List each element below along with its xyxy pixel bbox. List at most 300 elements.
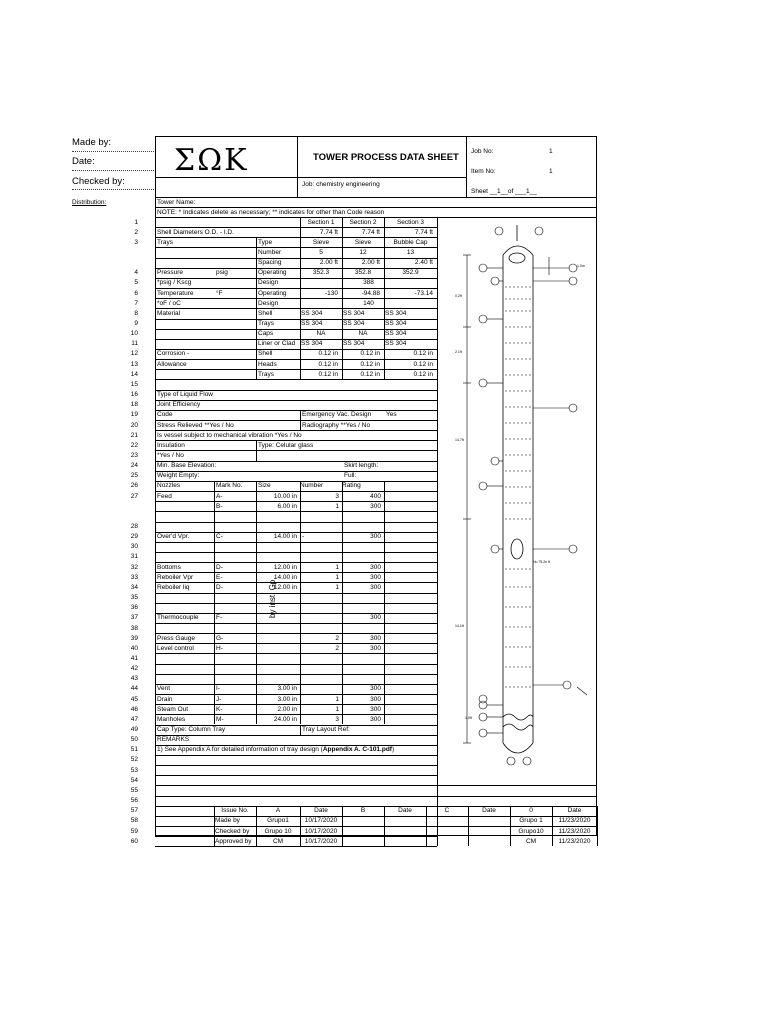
nozzle-name: Vent	[157, 685, 171, 693]
tower-drawing	[437, 217, 597, 769]
instrument-note: by inst. Gp.	[268, 577, 277, 618]
nozzle-mark: G-	[216, 634, 224, 642]
nozzle-mark: D-	[216, 583, 223, 591]
row-divider	[437, 796, 597, 797]
remark-1	[157, 745, 394, 754]
shell-diam-value: 7.74 ft	[414, 228, 433, 236]
dim-label-3: 14.7ft	[455, 438, 464, 442]
pressure-op-value: 352.3	[312, 269, 330, 277]
row-divider	[155, 552, 437, 553]
checked-by-label: Checked by:	[72, 176, 125, 187]
nozzle-size: 12.00 in	[273, 563, 297, 571]
shell-diam-value: 7.74 ft	[319, 228, 338, 236]
trays-label: Trays	[157, 238, 174, 246]
full-label: Full:	[344, 472, 357, 480]
material-value: SS 304	[385, 340, 407, 348]
issue-cell: B	[360, 807, 366, 815]
pressure-label: Pressure	[157, 269, 184, 277]
row-number: 5	[134, 279, 138, 287]
job-name: Job: chemistry engineering	[302, 181, 380, 188]
job-no-value: 1	[549, 148, 553, 155]
row-number: 33	[130, 573, 138, 581]
issue-cell: CM	[272, 837, 284, 845]
section-3-header: Section 3	[396, 218, 425, 226]
row-number: 24	[130, 462, 138, 470]
insulation-type: Type: Celular glass	[258, 441, 314, 449]
job-no-label: Job No:	[471, 148, 494, 155]
nozzle-mark: M-	[216, 715, 224, 723]
pressure-unit-note: *psig / Kscg	[157, 279, 192, 287]
remark-1-text: 1) See Appendix A for detailed information of tray design (	[157, 746, 323, 754]
row-divider	[155, 633, 437, 634]
issue-cell: 11/23/2020	[558, 837, 591, 845]
tray-type-value: Sieve	[354, 238, 372, 246]
tray-type-label: Type	[258, 238, 273, 246]
liquid-flow-label: Type of Liquid Flow	[157, 391, 214, 399]
material-value: SS 304	[301, 309, 323, 317]
remark-1-link: Appendix A. C-101.pdf	[322, 746, 392, 754]
corrosion-value: 0.12 in	[360, 360, 380, 368]
nozzle-name: Level control	[157, 644, 194, 652]
nozzle-rating: 300	[370, 583, 381, 591]
allowance-label: Allowance	[157, 360, 187, 368]
cap-type-label: Cap Type: Column Tray	[157, 726, 226, 733]
row-number: 52	[130, 756, 138, 764]
row-number: 53	[130, 766, 138, 774]
corrosion-value: 0.12 in	[413, 350, 433, 358]
tray-type-value: Bubble Cap	[393, 238, 428, 246]
tray-type-value: Sieve	[312, 238, 330, 246]
nozzle-name: Reboiler liq	[157, 583, 190, 591]
issue-cell: 10/17/2020	[304, 837, 338, 845]
row-divider	[155, 450, 437, 451]
row-number: 26	[130, 482, 138, 490]
row-number: 51	[130, 746, 138, 754]
nozzle-mark: B-	[216, 502, 223, 510]
min-base-label: Min. Base Elevation:	[157, 462, 217, 470]
corrosion-part-label: Heads	[258, 360, 277, 368]
issue-cell: Grupo10	[518, 827, 544, 835]
nozzle-rating: 300	[370, 695, 381, 703]
row-divider	[155, 765, 437, 766]
nozzle-name: Manholes	[157, 715, 186, 723]
row-number: 50	[130, 736, 138, 744]
issue-cell: Grupo 10	[264, 827, 292, 835]
issue-cell: Grupo1	[267, 817, 289, 825]
pressure-design-label: Design	[258, 279, 279, 287]
row-number: 60	[130, 837, 138, 845]
nozzle-mark: K-	[216, 705, 223, 713]
row-number: 8	[134, 309, 138, 317]
row-number: 45	[130, 695, 138, 703]
remarks-label: REMARKS	[157, 736, 190, 744]
row-number: 23	[130, 451, 138, 459]
column-divider	[256, 237, 257, 379]
issue-cell: 10/17/2020	[304, 827, 338, 835]
insulation-yes-label: *Yes / No	[157, 451, 184, 459]
made-by-line	[72, 151, 156, 152]
section-1-header: Section 1	[307, 218, 335, 226]
nozzle-mark: D-	[216, 563, 223, 571]
tray-spacing-value: 2.00 ft	[319, 259, 338, 267]
row-divider	[155, 481, 437, 482]
row-divider	[155, 796, 437, 797]
nozzle-name: Thermocouple	[157, 614, 199, 622]
row-divider	[155, 511, 437, 512]
shell-diam-value: 7.74 ft	[361, 228, 380, 236]
nozzle-size: 12.00 in	[273, 583, 297, 591]
sheet-info: Sheet __1__of ___1__	[471, 188, 537, 195]
page-title: TOWER PROCESS DATA SHEET	[313, 152, 459, 163]
row-number: 7	[134, 299, 138, 307]
issue-cell: Made by	[215, 817, 240, 825]
row-number: 55	[130, 786, 138, 794]
issue-cell: Date	[482, 807, 496, 815]
dim-label-6: 1.0ft	[465, 716, 472, 720]
material-value: SS 304	[385, 309, 407, 317]
pressure-op-value: 352.8	[354, 269, 372, 277]
row-number: 54	[130, 776, 138, 784]
row-number: 40	[130, 644, 138, 652]
column-divider	[256, 440, 257, 460]
row-divider	[155, 379, 437, 380]
nozzle-mark: A-	[216, 492, 223, 500]
row-number: 30	[130, 543, 138, 551]
company-logo: ΣΩΚ	[174, 143, 249, 178]
item-no-label: Item No:	[471, 168, 496, 175]
dim-label-5: 1.0m	[577, 264, 585, 268]
row-divider	[155, 775, 437, 776]
nozzle-size: 24.00 in	[273, 715, 297, 723]
row-divider	[155, 542, 437, 543]
row-number: 22	[130, 441, 138, 449]
column-divider	[300, 725, 301, 735]
row-number: 14	[130, 370, 138, 378]
nozzle-rating: 300	[370, 502, 381, 510]
row-divider	[155, 623, 437, 624]
row-number: 4	[134, 269, 138, 277]
nozzle-name: Bottoms	[157, 563, 181, 571]
issue-cell: Date	[314, 807, 328, 815]
row-number: 11	[131, 340, 138, 348]
issue-cell: CM	[525, 837, 537, 845]
nozzle-number: 1	[335, 583, 339, 591]
material-label: Material	[157, 309, 181, 317]
nozzle-name: Feed	[157, 492, 172, 500]
issue-cell: Date	[567, 807, 582, 815]
nozzle-mark: F-	[216, 614, 223, 622]
nozzle-name: Drain	[157, 695, 173, 703]
issue-cell: Checked by	[215, 827, 250, 835]
blank-box	[155, 177, 298, 198]
nozzle-header: Mark No.	[216, 482, 243, 490]
row-number: 46	[130, 705, 138, 713]
corrosion-value: 0.12 in	[413, 360, 433, 368]
job-info-box	[466, 136, 597, 198]
nozzle-size: 10.00 in	[273, 492, 297, 500]
row-number: 18	[130, 401, 138, 409]
corrosion-value: 0.12 in	[318, 370, 338, 378]
row-number: 32	[130, 563, 138, 571]
nozzle-number: 1	[335, 705, 339, 713]
material-part-label: Caps	[258, 330, 274, 338]
title-box	[297, 136, 467, 178]
temperature-unit: °F	[216, 289, 223, 297]
row-number: 57	[130, 807, 138, 815]
material-value: SS 304	[343, 340, 365, 348]
material-value: SS 304	[385, 320, 407, 327]
nozzle-size: 2.00 in	[277, 705, 297, 713]
tray-layout-label: Tray Layout Ref:	[302, 726, 350, 733]
pressure-op-label: Operating	[258, 269, 287, 277]
nozzle-mark: C-	[216, 533, 223, 541]
nozzle-number: -	[302, 533, 305, 541]
temp-design-value: 140	[363, 299, 374, 307]
nozzle-rating: 300	[370, 533, 381, 541]
nozzle-header: Number	[300, 482, 324, 490]
row-number: 13	[130, 360, 138, 368]
nozzle-number: 1	[335, 573, 339, 581]
column-divider	[597, 806, 598, 847]
row-number: 3	[134, 238, 138, 246]
row-number: 27	[130, 492, 138, 500]
nozzle-name: Over'd Vpr.	[157, 533, 190, 541]
row-number: 43	[130, 675, 138, 683]
nozzle-header: Size	[258, 482, 271, 490]
column-divider	[384, 481, 385, 725]
row-divider	[155, 603, 437, 604]
nozzle-rating: 300	[370, 705, 381, 713]
skirt-label: Skirt length:	[344, 462, 379, 470]
row-number: 58	[130, 817, 138, 825]
row-number: 25	[130, 472, 138, 480]
corrosion-part-label: Trays	[258, 370, 275, 378]
corrosion-label: Corrosion -	[157, 350, 190, 358]
made-by-label: Made by:	[72, 137, 112, 148]
row-number: 35	[130, 594, 138, 602]
job-box	[297, 177, 467, 198]
column-divider	[300, 410, 301, 430]
distribution-label: Distribution:	[72, 199, 107, 206]
pressure-op-value: 352.9	[402, 269, 419, 277]
nozzle-rating: 400	[370, 492, 381, 500]
row-number: 59	[130, 827, 138, 835]
note-text: NOTE: * Indicates delete as necessary; ** indicates for other than Code reason	[157, 208, 385, 216]
nozzle-rating: 300	[370, 634, 381, 642]
tray-spacing-label: Spacing	[258, 259, 282, 267]
nozzle-number: 2	[335, 634, 339, 642]
logo-box	[155, 136, 298, 178]
issue-cell: C	[444, 807, 450, 815]
column-divider	[300, 481, 301, 725]
corrosion-value: 0.12 in	[413, 370, 433, 378]
row-divider	[155, 735, 437, 736]
material-part-label: Trays	[258, 320, 275, 327]
row-divider	[155, 846, 437, 847]
row-divider	[437, 785, 597, 786]
nozzle-size: 3.00 in	[277, 685, 297, 693]
nozzle-name: Press Gauge	[157, 634, 195, 642]
row-number: 56	[130, 797, 138, 805]
dim-label-1: 0.2ft	[455, 294, 462, 298]
material-part-label: Shell	[258, 309, 273, 317]
row-number: 21	[130, 431, 138, 439]
nozzle-mark: E-	[216, 573, 223, 581]
row-number: 12	[130, 350, 138, 358]
nozzle-rating: 300	[370, 563, 381, 571]
row-divider	[155, 653, 437, 654]
dim-label-2: 2.1ft	[455, 350, 462, 354]
row-number: 44	[130, 685, 138, 693]
material-value: SS 304	[301, 320, 323, 327]
issue-cell: 11/23/2020	[558, 817, 591, 825]
row-divider	[155, 664, 437, 665]
section-2-header: Section 2	[349, 218, 377, 226]
nozzle-rating: 300	[370, 573, 381, 581]
material-value: SS 304	[343, 309, 365, 317]
pressure-design-value: 388	[363, 279, 374, 287]
row-number: 2	[134, 228, 138, 236]
nozzle-number: 1	[335, 563, 339, 571]
nozzle-name: Steam Out	[157, 705, 189, 713]
nozzle-rating: 300	[370, 644, 381, 652]
issue-cell: 11/23/2020	[558, 827, 591, 835]
row-number: 19	[130, 411, 138, 419]
remark-1-end: )	[391, 746, 395, 754]
row-number: 31	[130, 553, 138, 561]
vibration-label: Is vessel subject to mechanical vibration *Yes / No	[157, 431, 302, 439]
nozzle-number: 3	[335, 715, 339, 723]
material-value: NA	[358, 330, 368, 338]
issue-cell: Issue No.	[221, 807, 249, 815]
dim-label-4: 14.1ft	[455, 624, 464, 628]
row-divider	[155, 674, 437, 675]
date-line	[72, 170, 156, 171]
row-number: 1	[134, 218, 138, 226]
row-number: 6	[134, 289, 138, 297]
row-divider	[155, 522, 437, 523]
material-value: SS 304	[301, 340, 323, 348]
issue-cell: 10/17/2020	[304, 817, 338, 825]
row-number: 34	[130, 583, 138, 591]
row-number: 47	[130, 715, 138, 723]
row-number: 37	[130, 614, 138, 622]
issue-cell: Date	[398, 807, 412, 815]
nozzle-number: 1	[335, 695, 339, 703]
dim-label-7: Hu 75.2n ft	[533, 560, 551, 564]
nozzle-size: 3.00 in	[277, 695, 297, 703]
tray-number-label: Number	[258, 248, 282, 256]
row-number: 39	[130, 634, 138, 642]
row-divider	[155, 593, 437, 594]
material-part-label: Liner or Clad	[258, 340, 296, 348]
issue-cell: Grupo 1	[519, 817, 543, 825]
row-divider	[155, 755, 437, 756]
nozzle-rating: 300	[370, 715, 381, 723]
row-number: 20	[130, 421, 138, 429]
item-no-value: 1	[549, 168, 553, 175]
nozzle-number: 3	[335, 492, 339, 500]
temperature-label: Temperature	[157, 289, 194, 297]
tray-spacing-value: 2.40 ft	[414, 259, 433, 267]
row-number: 10	[130, 330, 138, 338]
issue-cell: 0	[529, 807, 533, 815]
nozzle-rating: 300	[370, 685, 381, 693]
nozzle-size: 14.00 in	[273, 533, 297, 541]
stress-label: Stress Relieved **Yes / No	[157, 421, 234, 429]
nozzle-name: Reboiler Vpr	[157, 573, 194, 581]
row-number: 9	[134, 320, 138, 327]
issue-cell: Approved by	[215, 837, 252, 845]
temp-unit-note: *oF / oC	[157, 299, 181, 307]
corrosion-value: 0.12 in	[318, 350, 338, 358]
nozzle-size: 6.00 in	[277, 502, 297, 510]
nozzle-number: 2	[335, 644, 339, 652]
row-number: 49	[130, 726, 138, 733]
nozzle-mark: J-	[216, 695, 222, 703]
row-number: 42	[130, 665, 138, 673]
material-value: SS 304	[343, 320, 365, 327]
emergency-label: Emergency Vac. Design	[302, 411, 372, 419]
corrosion-value: 0.12 in	[318, 360, 338, 368]
row-number: 36	[130, 604, 138, 612]
nozzle-mark: H-	[216, 644, 223, 652]
pressure-unit: psig	[216, 269, 228, 277]
nozzle-mark: I-	[216, 685, 220, 693]
temp-op-value: -94.88	[361, 289, 380, 297]
insulation-label: Insulation	[157, 441, 185, 449]
nozzle-size: 14.00 in	[273, 573, 297, 581]
corrosion-value: 0.12 in	[360, 350, 380, 358]
tower-name-label: Tower Name:	[157, 199, 196, 206]
row-number: 28	[130, 523, 138, 530]
emergency-value: Yes	[386, 411, 397, 419]
tray-number-value: 12	[359, 248, 367, 256]
row-divider	[155, 643, 437, 644]
tray-spacing-value: 2.00 ft	[361, 259, 380, 267]
material-value: SS 304	[385, 330, 407, 338]
nozzle-rating: 300	[370, 614, 381, 622]
row-number: 38	[130, 624, 138, 632]
row-divider	[155, 785, 437, 786]
issue-cell: A	[275, 807, 281, 815]
checked-by-line	[72, 189, 156, 190]
column-divider	[256, 481, 257, 725]
shell-diam-label: Shell Diameters O.D. - I.D.	[157, 228, 234, 236]
code-label: Code	[157, 411, 173, 419]
weight-label: Weight Empty:	[157, 472, 200, 480]
nozzle-number: 1	[335, 502, 339, 510]
radiography-label: Radiography **Yes / No	[302, 421, 371, 429]
corrosion-value: 0.12 in	[360, 370, 380, 378]
date-label: Date:	[72, 156, 95, 167]
row-number: 41	[130, 654, 138, 662]
temp-op-value: -130	[324, 289, 338, 297]
row-number: 15	[130, 380, 138, 388]
material-value: NA	[316, 330, 326, 338]
tray-number-value: 5	[319, 248, 323, 256]
nozzle-header: Rating	[342, 482, 361, 490]
row-number: 29	[130, 533, 138, 541]
temp-design-label: Design	[258, 299, 279, 307]
temp-op-value: -73.14	[414, 289, 433, 297]
temp-op-label: Operating	[258, 289, 287, 297]
column-divider	[214, 481, 215, 725]
joint-eff-label: Joint Efficiency	[157, 401, 201, 409]
nozzle-header: Nozzles	[157, 482, 181, 490]
corrosion-part-label: Shell	[258, 350, 273, 358]
row-number: 16	[130, 391, 138, 399]
